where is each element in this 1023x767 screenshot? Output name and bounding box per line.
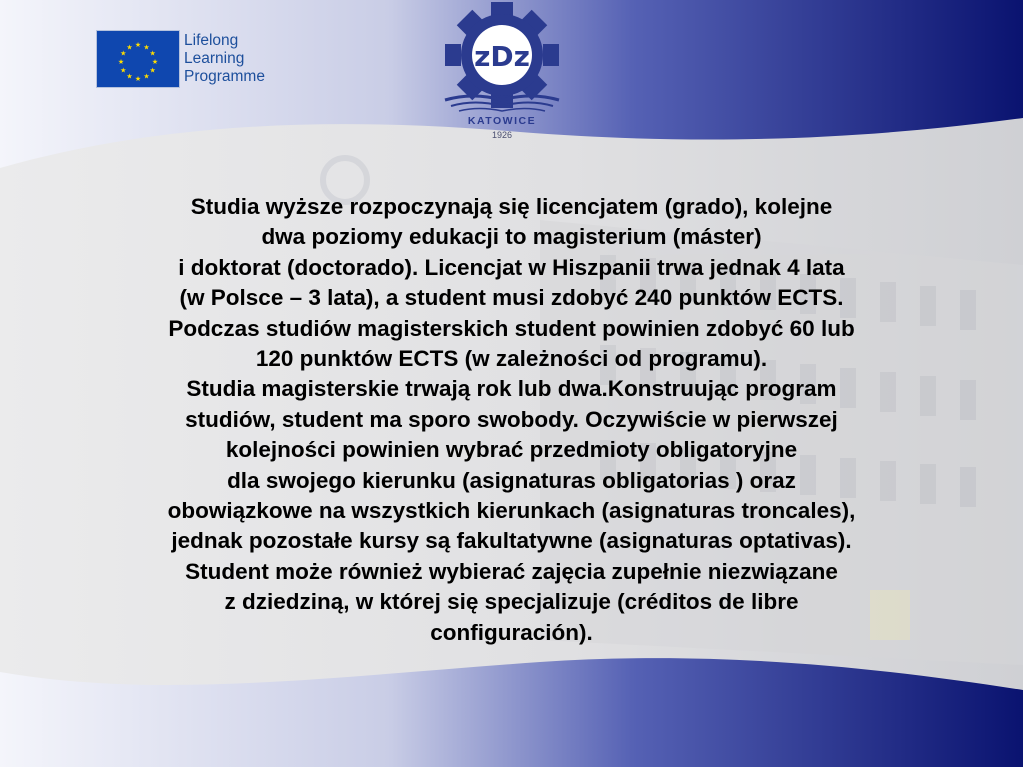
body-text-line: obowiązkowe na wszystkich kierunkach (asignaturas troncales), (167, 498, 856, 524)
body-text-line: dwa poziomy edukacji to magisterium (máster) (261, 224, 762, 250)
svg-text:★: ★ (149, 49, 156, 58)
body-text-line: configuración). (430, 619, 593, 645)
zdz-letters: zDz (474, 40, 530, 73)
programme-name (184, 32, 294, 86)
body-text-line: Studia wyższe rozpoczynają się licencjatem (grado), kolejne (190, 194, 833, 219)
svg-text:★: ★ (134, 75, 142, 83)
body-text-line: studiów, student ma sporo swobody. Oczywiście w pierwszej (185, 406, 838, 432)
svg-text:★: ★ (120, 49, 127, 58)
body-text-line: kolejności powinien wybrać przedmioty obligatoryjne (225, 437, 798, 463)
body-text-line: Podczas studiów magisterskich student powinien zdobyć 60 lub (168, 315, 855, 341)
body-text-line: Student może również wybierać zajęcia zupełnie niezwiązane (185, 558, 838, 584)
zdz-year-label: 1926 (491, 130, 513, 140)
slide-body-text (60, 192, 963, 648)
body-text-line: jednak pozostałe kursy są fakultatywne (asignaturas optativas). (171, 528, 852, 554)
gear-icon (437, 0, 567, 115)
body-text-line: z dziedziną, w której się specjalizuje (créditos de libre (224, 589, 799, 615)
body-text-line: 120 punktów ECTS (w zależności od programu). (255, 346, 768, 372)
lifelong-learning-logo (96, 30, 286, 90)
svg-text:★: ★ (134, 41, 142, 49)
zdz-city-label: KATOWICE (467, 115, 537, 127)
body-text-line: Studia magisterskie trwają rok lub dwa.Konstruując program (186, 376, 837, 402)
body-text-line: (w Polsce – 3 lata), a student musi zdobyć 240 punktów ECTS. (179, 285, 844, 311)
svg-text:★: ★ (143, 43, 150, 52)
svg-text:★: ★ (149, 66, 156, 75)
svg-text:★: ★ (151, 58, 159, 66)
eu-flag-icon (96, 30, 180, 88)
svg-text:★: ★ (117, 58, 125, 66)
svg-text:★: ★ (126, 72, 133, 81)
slide-header (0, 0, 1023, 160)
programme-name-line: Learning (184, 50, 245, 67)
svg-text:★: ★ (143, 72, 150, 81)
zdz-katowice-logo (437, 0, 567, 150)
programme-name-line: Lifelong (184, 32, 239, 49)
svg-text:★: ★ (120, 66, 127, 75)
body-text-line: i doktorat (doctorado). Licencjat w Hiszpanii trwa jednak 4 lata (178, 254, 845, 280)
programme-name-line: Programme (184, 68, 265, 85)
svg-text:★: ★ (126, 43, 133, 52)
body-text-line: dla swojego kierunku (asignaturas obligatorias ) oraz (227, 467, 796, 493)
